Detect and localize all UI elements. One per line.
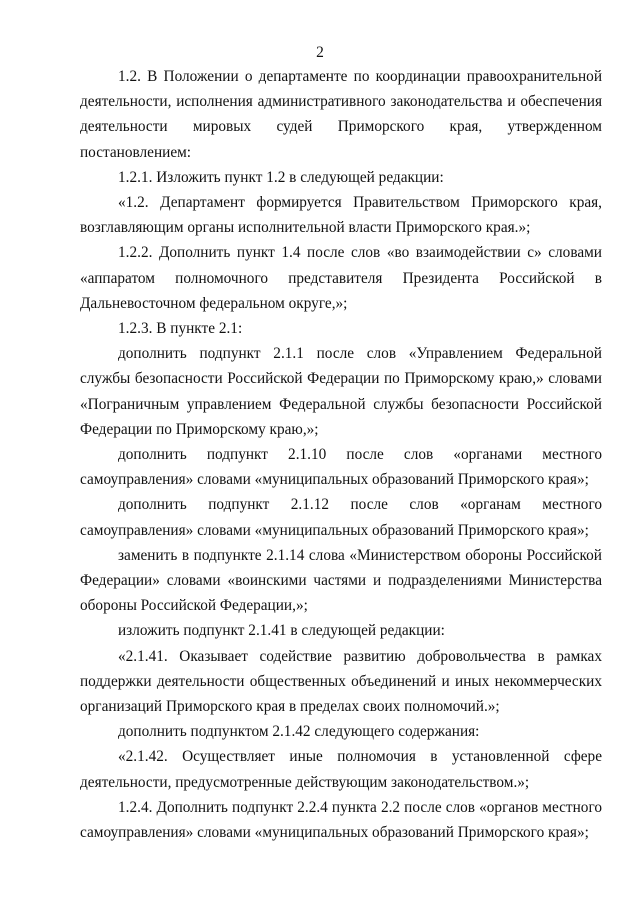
paragraph-1-2-4: 1.2.4. Дополнить подпункт 2.2.4 пункта 2.2 после слов «органов местного самоуправления» словами «муниципальных образований Приморского края»; — [80, 798, 602, 842]
paragraph-1-2-2: 1.2.2. Дополнить пункт 1.4 после слов «во взаимодействии с» словами «аппаратом полномочного представителя Президента Российской в Дальневосточном федеральном округе,»; — [80, 244, 602, 312]
paragraph-subitem-2-1-12: дополнить подпункт 2.1.12 после слов «органам местного самоуправления» словами «муниципальных образований Приморского края»; — [80, 496, 602, 539]
page-number: 2 — [316, 44, 324, 61]
paragraph-quote-1-2: «1.2. Департамент формируется Правительством Приморского края, возглавляющим органы исполнительной власти Приморского края.»; — [80, 194, 602, 237]
paragraph-1-2: 1.2. В Положении о департаменте по координации правоохранительной деятельности, исполнения административного законодательства и обеспечения деятельности мировых судей Приморского края, утвержденном постановлением: — [80, 68, 602, 161]
paragraph-subitem-2-1-10: дополнить подпункт 2.1.10 после слов «органами местного самоуправления» словами «муниципальных образований Приморского края»; — [80, 446, 602, 489]
paragraph-subitem-2-1-1: дополнить подпункт 2.1.1 после слов «Управлением Федеральной службы безопасности Российской Федерации по Приморскому краю,» словами «Пограничным управлением Федеральной службы безопасности Российской Федерации по Приморскому краю,»; — [80, 345, 602, 438]
paragraph-quote-2-1-41: «2.1.41. Оказывает содействие развитию добровольчества в рамках поддержки деятельности общественных объединений и иных некоммерческих организаций Приморского края в пределах своих полномочий.»; — [80, 647, 602, 716]
paragraph-quote-2-1-42: «2.1.42. Осуществляет иные полномочия в установленной сфере деятельности, предусмотренные действующим законодательством.»; — [80, 748, 602, 791]
paragraph-subitem-2-1-42-intro: дополнить подпунктом 2.1.42 следующего содержания: — [118, 723, 480, 741]
document-body — [80, 64, 602, 845]
paragraph-subitem-2-1-41-intro: изложить подпункт 2.1.41 в следующей редакции: — [118, 622, 445, 640]
paragraph-1-2-3: 1.2.3. В пункте 2.1: — [118, 320, 243, 338]
paragraph-subitem-2-1-14: заменить в подпункте 2.1.14 слова «Министерством обороны Российской Федерации» словами «воинскими частями и подразделениями Министерства обороны Российской Федерации,»; — [80, 546, 602, 615]
paragraph-1-2-1: 1.2.1. Изложить пункт 1.2 в следующей редакции: — [118, 168, 444, 186]
